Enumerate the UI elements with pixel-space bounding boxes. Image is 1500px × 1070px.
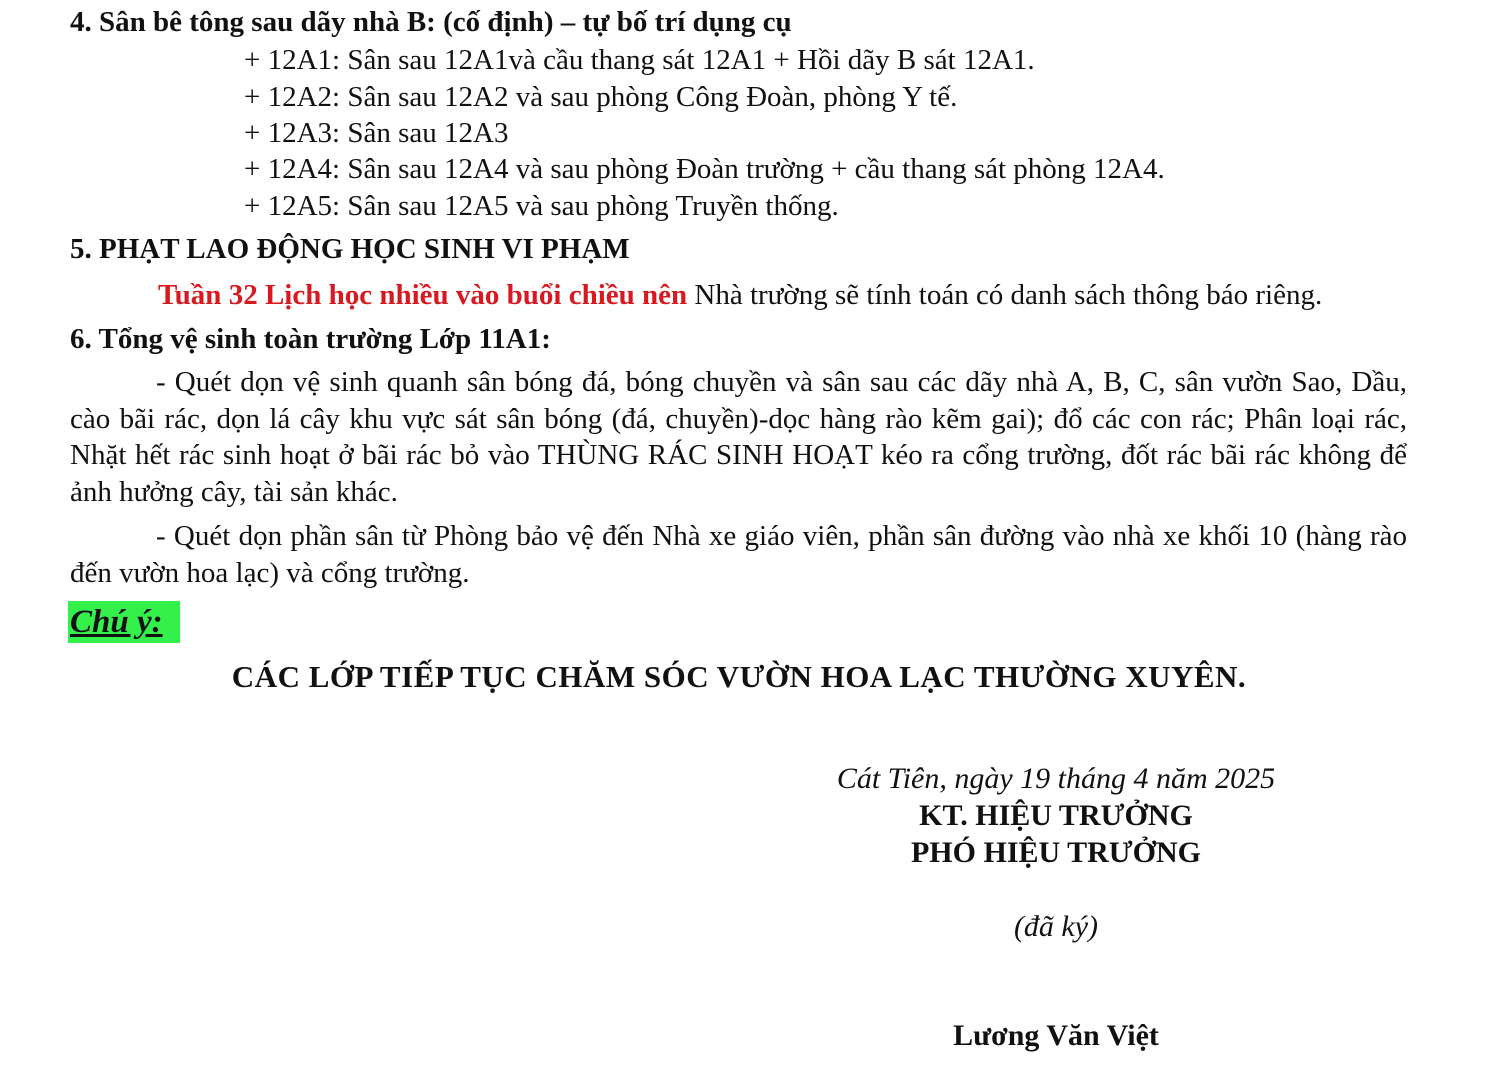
section-5-heading: 5. PHẠT LAO ĐỘNG HỌC SINH VI PHẠM [70,233,630,265]
section-6-paragraph-1: - Quét dọn vệ sinh quanh sân bóng đá, bóng chuyền và sân sau các dãy nhà A, B, C, sân vườn Sao, Dầu, cào bãi rác, dọn lá cây khu vực sát sân bóng (đá, chuyền)-dọc hàng rào kẽm gai); đổ các con rác; Phân loại rác, Nhặt hết rác sinh hoạt ở bãi rác bỏ vào THÙNG RÁC SINH HOẠT kéo ra cổng trường, đốt rác bãi rác không để ảnh hưởng cây, tài sản khác. [70,366,1407,509]
section-5-text: Nhà trường sẽ tính toán có danh sách thông báo riêng. [687,279,1323,311]
signature-title-2: PHÓ HIỆU TRƯỞNG [910,836,1202,869]
note-label: Chú ý: [70,604,163,640]
section-6-heading: 6. Tổng vệ sinh toàn trường Lớp 11A1: [70,323,551,355]
section-5-content [158,277,1322,313]
section-6-paragraph-2: - Quét dọn phần sân từ Phòng bảo vệ đến Nhà xe giáo viên, phần sân đường vào nhà xe khối 10 (hàng rào đến vườn hoa lạc) và cổng trường. [70,520,1407,589]
signature-signed-note: (đã ký) [1013,910,1099,943]
section-4-heading: 4. Sân bê tông sau dãy nhà B: (cố định) – tự bố trí dụng cụ [70,6,792,38]
section-4-item-12a4: + 12A4: Sân sau 12A4 và sau phòng Đoàn trường + cầu thang sát phòng 12A4. [244,153,1165,185]
section-5-highlight: Tuần 32 Lịch học nhiều vào buổi chiều nên [158,279,688,311]
note-highlight [68,601,180,643]
section-4-item-12a2: + 12A2: Sân sau 12A2 và sau phòng Công Đoàn, phòng Y tế. [244,81,958,113]
signature-name: Lương Văn Việt [953,1019,1159,1052]
section-4-item-12a3: + 12A3: Sân sau 12A3 [244,117,509,149]
note-message: CÁC LỚP TIẾP TỤC CHĂM SÓC VƯỜN HOA LẠC THƯỜNG XUYÊN. [231,659,1247,694]
section-4-item-12a1: + 12A1: Sân sau 12A1và cầu thang sát 12A1 + Hồi dãy B sát 12A1. [244,44,1035,76]
section-4-item-12a5: + 12A5: Sân sau 12A5 và sau phòng Truyền thống. [244,190,839,222]
signature-place-date: Cát Tiên, ngày 19 tháng 4 năm 2025 [836,762,1276,795]
signature-title-1: KT. HIỆU TRƯỞNG [919,799,1193,832]
